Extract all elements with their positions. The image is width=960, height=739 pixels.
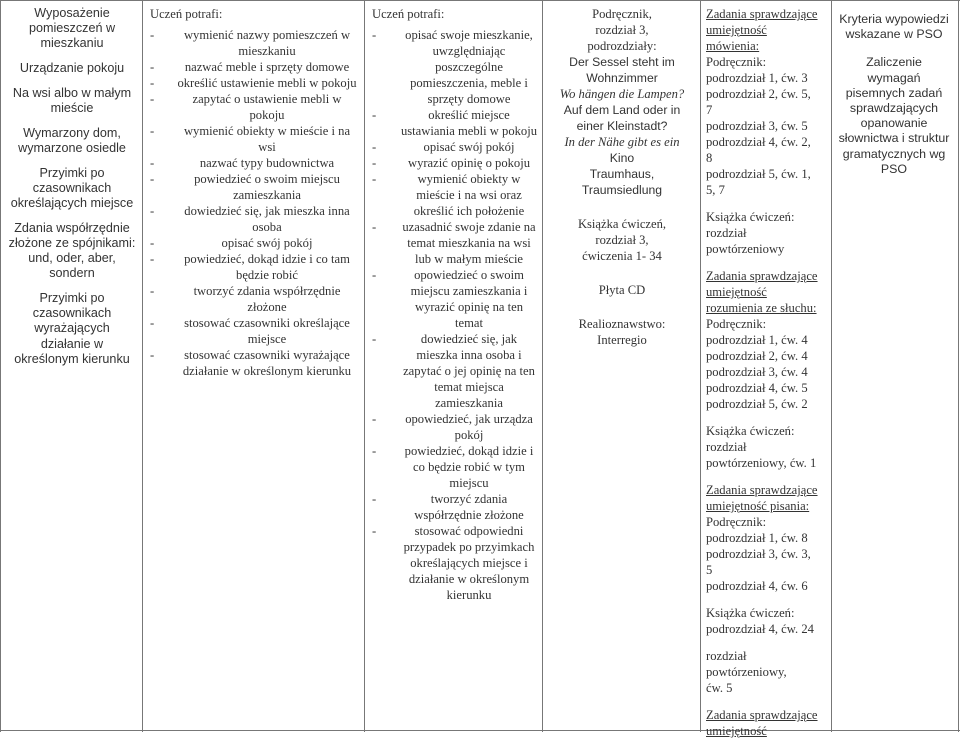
list-item: - określić miejsce ustawiania mebli w pokoju: [372, 108, 538, 138]
list-item: - opisać swój pokój: [150, 236, 313, 250]
exercise-line: podrozdział 2, ćw. 5,: [706, 87, 811, 101]
exercise-line: 5: [706, 563, 713, 577]
materials-column: [548, 6, 696, 348]
exercise-line: podrozdział 5, ćw. 1,: [706, 167, 811, 181]
list-item: - opisać swój pokój: [372, 140, 515, 154]
topic-item: Urządzanie pokoju: [19, 61, 125, 76]
list-item: - powiedzieć, dokąd idzie i co będzie robić w tym miejscu: [372, 444, 534, 490]
exercise-line: podrozdział 1, ćw. 4: [706, 333, 808, 347]
list-item: - tworzyć zdania współrzędnie złożone: [372, 492, 524, 522]
assessment-tasks-column: [706, 6, 824, 739]
list-item: - wymienić obiekty w mieście i na wsi oraz określić ich położenie: [372, 172, 525, 218]
topic-item: Przyimki po czasownikach wyrażających działanie w określonym kierunku: [14, 291, 130, 366]
list-item: - zapytać o ustawienie mebli w pokoju: [150, 92, 342, 122]
section-title: umiejętność: [706, 285, 767, 299]
workbook-label: Książka ćwiczeń:: [706, 606, 795, 620]
materials-line: einer Kleinstadt?: [576, 119, 668, 133]
materials-line: Wo hängen die Lampen?: [559, 87, 685, 101]
topic-item: Zdania współrzędnie złożone ze spójnikami: und, oder, aber, sondern: [8, 220, 136, 281]
workbook-label: Książka ćwiczeń:: [706, 424, 795, 438]
section-title: umiejętność: [706, 724, 767, 738]
exercise-line: 7: [706, 103, 713, 117]
column-divider: [142, 0, 143, 732]
list-item: - nazwać meble i sprzęty domowe: [150, 60, 350, 74]
materials-line: Kino: [609, 151, 635, 165]
requirements-list: [370, 27, 538, 603]
materials-line: Der Sessel steht im: [569, 55, 675, 69]
list-item: - wyrazić opinię o pokoju: [372, 156, 531, 170]
exercise-line: ćw. 5: [706, 681, 733, 695]
exercise-line: powtórzeniowy: [706, 242, 785, 256]
list-item: - stosować czasowniki określające miejsce: [150, 316, 350, 346]
materials-line: podrozdziały:: [587, 39, 657, 53]
section-title: Zadania sprawdzające: [706, 7, 818, 21]
exercise-line: 5, 7: [706, 183, 725, 197]
textbook-label: Podręcznik:: [706, 55, 767, 69]
materials-line: rozdział 3,: [595, 23, 649, 37]
workbook-line: ćwiczenia 1- 34: [582, 249, 662, 263]
textbook-label: Podręcznik:: [706, 317, 767, 331]
section-title: rozumienia ze słuchu:: [706, 301, 817, 315]
exercise-line: rozdział: [706, 440, 747, 454]
column-header: Uczeń potrafi:: [150, 7, 223, 21]
table-border-left: [0, 0, 1, 732]
topic-item: Wymarzony dom, wymarzone osiedle: [18, 125, 126, 155]
section-title: mówienia:: [706, 39, 760, 53]
list-item: - opisać swoje mieszkanie, uwzględniając poszczególne pomieszczenia, meble i sprzęty domowe: [372, 28, 533, 106]
list-item: - powiedzieć o swoim miejscu zamieszkania: [150, 172, 340, 202]
column-divider: [831, 0, 832, 732]
exercise-line: podrozdział 4, ćw. 24: [706, 622, 814, 636]
extended-requirements-column: [370, 6, 538, 603]
materials-line: Podręcznik,: [592, 7, 652, 21]
section-title: umiejętność: [706, 23, 767, 37]
list-item: - dowiedzieć się, jak mieszka inna osoba i zapytać o jej opinię na ten temat miejsca zamieszkania: [372, 332, 535, 410]
workbook-line: rozdział 3,: [595, 233, 649, 247]
workbook-line: Książka ćwiczeń,: [577, 217, 667, 231]
list-item: - opowiedzieć, jak urządza pokój: [372, 412, 533, 442]
textbook-label: Podręcznik:: [706, 515, 767, 529]
list-item: - opowiedzieć o swoim miejscu zamieszkania i wyrazić opinię na ten temat: [372, 268, 528, 330]
list-item: - stosować odpowiedni przypadek po przyimkach określających miejsce i działanie w określonym kierunku: [372, 524, 535, 602]
workbook-label: Książka ćwiczeń:: [706, 210, 795, 224]
criteria-column: [838, 12, 950, 190]
requirements-list: [148, 27, 358, 379]
list-item: - wymienić nazwy pomieszczeń w mieszkaniu: [150, 28, 351, 58]
materials-line: Auf dem Land oder in: [563, 103, 681, 117]
exercise-line: podrozdział 4, ćw. 2,: [706, 135, 811, 149]
list-item: - tworzyć zdania współrzędnie złożone: [150, 284, 341, 314]
column-header: Uczeń potrafi:: [372, 7, 445, 21]
topic-item: Przyimki po czasownikach określających miejsce: [10, 165, 134, 211]
column-divider: [364, 0, 365, 732]
exercise-line: podrozdział 3, ćw. 3,: [706, 547, 811, 561]
materials-line: Wohnzimmer: [586, 71, 658, 85]
list-item: - powiedzieć, dokąd idzie i co tam będzie robić: [150, 252, 350, 282]
list-item: - dowiedzieć się, jak mieszka inna osoba: [150, 204, 350, 234]
section-title: umiejętność pisania:: [706, 499, 810, 513]
section-title: Zadania sprawdzające: [706, 483, 818, 497]
materials-line: Traumhaus,: [589, 167, 655, 181]
exercise-line: podrozdział 5, ćw. 2: [706, 397, 808, 411]
exercise-line: podrozdział 1, ćw. 8: [706, 531, 808, 545]
basic-requirements-column: [148, 6, 358, 379]
exercise-line: podrozdział 4, ćw. 5: [706, 381, 808, 395]
exercise-line: podrozdział 1, ćw. 3: [706, 71, 808, 85]
list-item: - nazwać typy budownictwa: [150, 156, 335, 170]
exercise-line: podrozdział 3, ćw. 5: [706, 119, 808, 133]
topic-item: Na wsi albo w małym mieście: [12, 85, 132, 116]
topics-column: [8, 6, 136, 377]
exercise-line: podrozdział 4, ćw. 6: [706, 579, 808, 593]
exercise-line: rozdział: [706, 649, 747, 663]
list-item: - określić ustawienie mebli w pokoju: [150, 76, 357, 90]
list-item: - uzasadnić swoje zdanie na temat mieszkania na wsi lub w małym mieście: [372, 220, 536, 266]
column-divider: [542, 0, 543, 732]
exercise-line: podrozdział 2, ćw. 4: [706, 349, 808, 363]
table-border-right: [958, 0, 959, 732]
materials-line: In der Nähe gibt es ein: [564, 135, 680, 149]
cd-line: Płyta CD: [598, 283, 646, 297]
list-item: - stosować czasowniki wyrażające działanie w określonym kierunku: [150, 348, 352, 378]
exercise-line: podrozdział 3, ćw. 4: [706, 365, 808, 379]
realia-line: Realioznawstwo:: [578, 317, 666, 331]
exercise-line: rozdział: [706, 226, 747, 240]
column-divider: [700, 0, 701, 732]
criteria-text: Kryteria wypowiedzi wskazane w PSO: [839, 12, 949, 42]
materials-line: Traumsiedlung: [581, 183, 663, 197]
table-border-top: [0, 0, 960, 1]
section-title: Zadania sprawdzające: [706, 269, 818, 283]
realia-line: Interregio: [597, 333, 647, 347]
criteria-text: Zaliczenie wymagań pisemnych zadań sprawdzających opanowanie słownictwa i struktur gramatycznych wg PSO: [838, 55, 950, 176]
list-item: - wymienić obiekty w mieście i na wsi: [150, 124, 351, 154]
exercise-line: 8: [706, 151, 713, 165]
topic-item: Wyposażenie pomieszczeń w mieszkaniu: [28, 6, 116, 51]
exercise-line: powtórzeniowy, ćw. 1: [706, 456, 817, 470]
section-title: Zadania sprawdzające: [706, 708, 818, 722]
exercise-line: powtórzeniowy,: [706, 665, 787, 679]
